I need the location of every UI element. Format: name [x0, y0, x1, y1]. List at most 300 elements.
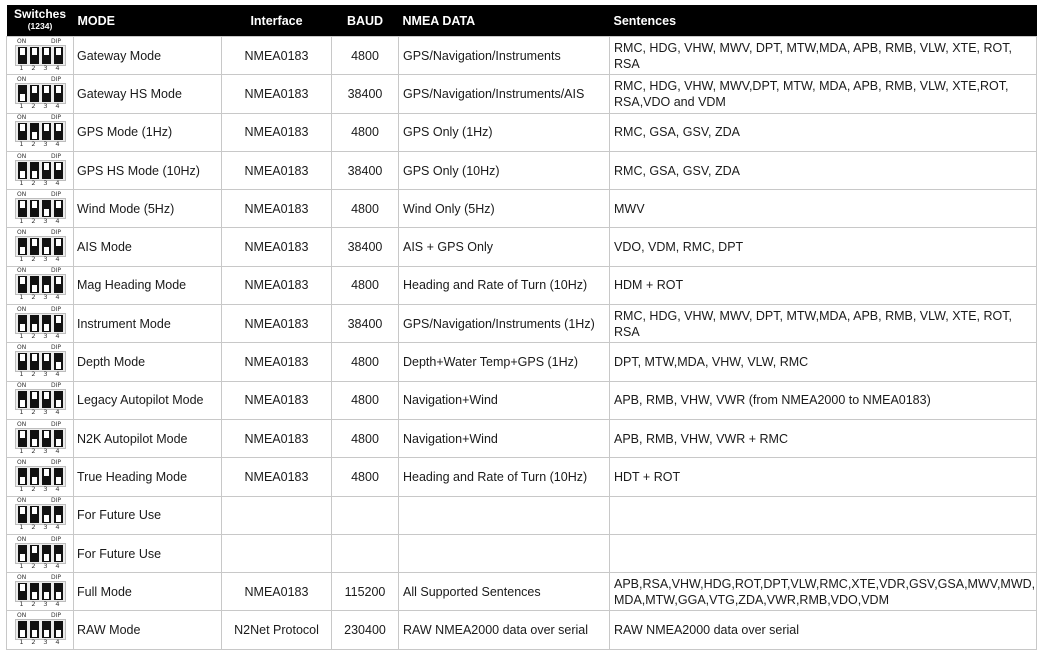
- dip-switch-numbers: [15, 256, 64, 263]
- dip-switch-knob: [20, 247, 25, 254]
- nmea-data-cell: [399, 534, 610, 572]
- dip-switch-icon: [14, 230, 66, 264]
- dip-switch-icon: [14, 77, 66, 111]
- table-row: [7, 496, 1037, 534]
- interface-cell: NMEA0183: [222, 113, 332, 151]
- dip-switch-1-down: [18, 238, 27, 255]
- dip-switch-knob: [44, 469, 49, 476]
- dip-switch-body: [15, 160, 66, 181]
- dip-switch-number: 3: [43, 63, 48, 72]
- table-row: [7, 228, 1037, 266]
- dip-label: DIP: [50, 344, 61, 352]
- dip-label: DIP: [50, 497, 61, 505]
- dip-switch-knob: [56, 86, 61, 93]
- dip-switch-body: [15, 543, 66, 564]
- baud-cell: 115200: [332, 573, 399, 611]
- baud-cell: 4800: [332, 113, 399, 151]
- dip-switch-number: 1: [19, 561, 24, 570]
- dip-switch-knob: [20, 400, 25, 407]
- baud-cell: [332, 496, 399, 534]
- dip-switch-cell: [7, 151, 74, 189]
- dip-switch-knob: [56, 630, 61, 637]
- dip-switch-2-down: [30, 430, 39, 447]
- dip-switch-knob: [32, 507, 37, 514]
- dip-switch-2-down: [30, 315, 39, 332]
- dip-switch-cell: [7, 75, 74, 113]
- dip-switch-knob: [44, 48, 49, 55]
- dip-switch-numbers: [15, 65, 64, 72]
- dip-switch-icon: [14, 115, 66, 149]
- dip-switch-knob: [56, 277, 61, 284]
- dip-switch-number: 4: [55, 561, 60, 570]
- dip-switch-knob: [56, 400, 61, 407]
- dip-switch-cell: [7, 266, 74, 304]
- interface-cell: NMEA0183: [222, 573, 332, 611]
- dip-switch-number: 3: [43, 140, 48, 149]
- dip-switch-knob: [32, 439, 37, 446]
- dip-switch-3-up: [42, 85, 51, 102]
- dip-switch-number: 1: [19, 484, 24, 493]
- dip-switch-icon: [14, 307, 66, 341]
- dip-switch-knob: [32, 86, 37, 93]
- dip-switch-cell: [7, 305, 74, 343]
- dip-switch-number: 2: [31, 484, 36, 493]
- dip-switch-1-up: [18, 583, 27, 600]
- dip-switch-numbers: [15, 371, 64, 378]
- dip-switch-number: 4: [55, 140, 60, 149]
- dip-label: DIP: [50, 420, 61, 428]
- dip-switch-1-up: [18, 123, 27, 140]
- dip-switch-body: [15, 313, 66, 334]
- baud-cell: 230400: [332, 611, 399, 649]
- dip-label: DIP: [50, 573, 61, 581]
- dip-switch-1-up: [18, 430, 27, 447]
- dip-switch-body: [15, 466, 66, 487]
- dip-on-label: ON: [17, 229, 27, 237]
- baud-cell: 38400: [332, 75, 399, 113]
- nmea-data-header: NMEA DATA: [399, 5, 610, 37]
- sentences-cell: APB, RMB, VHW, VWR (from NMEA2000 to NMEA0183): [610, 381, 1037, 419]
- dip-on-label: ON: [17, 190, 27, 198]
- dip-switch-numbers: [15, 448, 64, 455]
- dip-switch-knob: [32, 285, 37, 292]
- dip-switch-body: [15, 198, 66, 219]
- dip-switch-knob: [56, 554, 61, 561]
- baud-cell: 38400: [332, 151, 399, 189]
- nmea-data-cell: All Supported Sentences: [399, 573, 610, 611]
- dip-switch-body: [15, 45, 66, 66]
- dip-switch-number: 2: [31, 178, 36, 187]
- dip-switch-1-down: [18, 468, 27, 485]
- mode-cell: Mag Heading Mode: [74, 266, 222, 304]
- dip-switch-4-up: [54, 315, 63, 332]
- dip-switch-4-down: [54, 353, 63, 370]
- dip-switch-number: 3: [43, 370, 48, 379]
- dip-on-label: ON: [17, 420, 27, 428]
- dip-switch-2-down: [30, 123, 39, 140]
- mode-cell: AIS Mode: [74, 228, 222, 266]
- dip-switch-2-down: [30, 468, 39, 485]
- dip-switch-numbers: [15, 103, 64, 110]
- dip-switch-3-down: [42, 506, 51, 523]
- dip-switch-cell: [7, 611, 74, 649]
- table-body: [7, 37, 1037, 650]
- dip-switch-cell: [7, 381, 74, 419]
- dip-switch-number: 4: [55, 101, 60, 110]
- dip-switch-knob: [20, 124, 25, 131]
- dip-switch-knob: [32, 392, 37, 399]
- dip-switch-knob: [44, 515, 49, 522]
- dip-switch-knob: [44, 163, 49, 170]
- dip-switch-knob: [20, 584, 25, 591]
- dip-switch-3-down: [42, 621, 51, 638]
- dip-on-label: ON: [17, 497, 27, 505]
- dip-switch-number: 2: [31, 140, 36, 149]
- dip-switch-knob: [56, 316, 61, 323]
- interface-cell: NMEA0183: [222, 305, 332, 343]
- dip-label: DIP: [50, 75, 61, 83]
- dip-switch-1-down: [18, 85, 27, 102]
- dip-on-label: ON: [17, 267, 27, 275]
- dip-switch-1-down: [18, 391, 27, 408]
- dip-switch-4-up: [54, 238, 63, 255]
- dip-switch-1-up: [18, 353, 27, 370]
- sentences-cell: RMC, HDG, VHW, MWV, DPT, MTW,MDA, APB, RMB, VLW, XTE, ROT, RSA: [610, 37, 1037, 75]
- baud-header: BAUD: [332, 5, 399, 37]
- sentences-header: Sentences: [610, 5, 1037, 37]
- dip-switch-knob: [44, 630, 49, 637]
- dip-switch-2-up: [30, 545, 39, 562]
- table-row: [7, 305, 1037, 343]
- sentences-cell: RAW NMEA2000 data over serial: [610, 611, 1037, 649]
- table-header-row: [7, 5, 1037, 37]
- mode-cell: Full Mode: [74, 573, 222, 611]
- mode-header: MODE: [74, 5, 222, 37]
- nmea-data-cell: RAW NMEA2000 data over serial: [399, 611, 610, 649]
- interface-cell: N2Net Protocol: [222, 611, 332, 649]
- table-row: [7, 190, 1037, 228]
- dip-switch-4-down: [54, 545, 63, 562]
- dip-switch-number: 1: [19, 446, 24, 455]
- switches-header-subtitle: (1234): [27, 21, 53, 31]
- baud-cell: 4800: [332, 266, 399, 304]
- dip-switch-2-down: [30, 162, 39, 179]
- interface-cell: NMEA0183: [222, 151, 332, 189]
- dip-switch-knob: [20, 48, 25, 55]
- dip-switch-knob: [32, 592, 37, 599]
- dip-switch-number: 4: [55, 331, 60, 340]
- dip-switch-number: 2: [31, 63, 36, 72]
- baud-cell: 38400: [332, 228, 399, 266]
- dip-switch-mode-table: [6, 5, 1037, 650]
- nmea-data-cell: Depth+Water Temp+GPS (1Hz): [399, 343, 610, 381]
- dip-switch-number: 3: [43, 523, 48, 532]
- nmea-data-cell: GPS/Navigation/Instruments (1Hz): [399, 305, 610, 343]
- nmea-data-cell: Heading and Rate of Turn (10Hz): [399, 266, 610, 304]
- dip-switch-4-up: [54, 276, 63, 293]
- dip-switch-body: [15, 83, 66, 104]
- dip-switch-4-up: [54, 47, 63, 64]
- dip-switch-4-down: [54, 391, 63, 408]
- interface-cell: NMEA0183: [222, 190, 332, 228]
- dip-switch-cell: [7, 190, 74, 228]
- dip-switch-number: 4: [55, 370, 60, 379]
- dip-switch-number: 4: [55, 293, 60, 302]
- dip-switch-number: 4: [55, 255, 60, 264]
- dip-switch-knob: [56, 124, 61, 131]
- dip-on-label: ON: [17, 573, 27, 581]
- nmea-data-cell: AIS + GPS Only: [399, 228, 610, 266]
- dip-switch-3-up: [42, 123, 51, 140]
- dip-label: DIP: [50, 382, 61, 390]
- sentences-cell: RMC, GSA, GSV, ZDA: [610, 151, 1037, 189]
- dip-switch-number: 2: [31, 293, 36, 302]
- dip-switch-number: 2: [31, 561, 36, 570]
- dip-switch-numbers: [15, 333, 64, 340]
- dip-switch-numbers: [15, 639, 64, 646]
- dip-switch-knob: [32, 546, 37, 553]
- dip-switch-knob: [56, 477, 61, 484]
- dip-switch-number: 3: [43, 331, 48, 340]
- dip-switch-numbers: [15, 601, 64, 608]
- dip-switch-2-up: [30, 391, 39, 408]
- dip-switch-number: 1: [19, 101, 24, 110]
- dip-switch-number: 2: [31, 446, 36, 455]
- sentences-cell: RMC, HDG, VHW, MWV,DPT, MTW, MDA, APB, RMB, VLW, XTE,ROT, RSA,VDO and VDM: [610, 75, 1037, 113]
- dip-switch-knob: [44, 209, 49, 216]
- dip-switch-3-down: [42, 200, 51, 217]
- mode-cell: For Future Use: [74, 534, 222, 572]
- dip-switch-knob: [44, 354, 49, 361]
- dip-switch-body: [15, 274, 66, 295]
- dip-switch-number: 1: [19, 216, 24, 225]
- dip-switch-number: 2: [31, 599, 36, 608]
- dip-on-label: ON: [17, 114, 27, 122]
- dip-switch-number: 3: [43, 638, 48, 647]
- sentences-cell: APB, RMB, VHW, VWR + RMC: [610, 419, 1037, 457]
- dip-switch-knob: [56, 163, 61, 170]
- dip-switch-knob: [44, 124, 49, 131]
- dip-label: DIP: [50, 152, 61, 160]
- dip-label: DIP: [50, 612, 61, 620]
- dip-switch-icon: [14, 422, 66, 456]
- mode-cell: Gateway HS Mode: [74, 75, 222, 113]
- baud-cell: [332, 534, 399, 572]
- table-row: [7, 266, 1037, 304]
- dip-switch-3-down: [42, 315, 51, 332]
- dip-switch-icon: [14, 537, 66, 571]
- dip-switch-1-down: [18, 315, 27, 332]
- nmea-data-cell: GPS/Navigation/Instruments: [399, 37, 610, 75]
- dip-switch-icon: [14, 460, 66, 494]
- table-row: [7, 113, 1037, 151]
- dip-label: DIP: [50, 37, 61, 45]
- dip-switch-3-up: [42, 468, 51, 485]
- dip-switch-4-up: [54, 85, 63, 102]
- interface-cell: NMEA0183: [222, 228, 332, 266]
- dip-switch-knob: [20, 507, 25, 514]
- dip-switch-knob: [56, 362, 61, 369]
- dip-switch-4-down: [54, 506, 63, 523]
- table-row: [7, 573, 1037, 611]
- dip-switch-numbers: [15, 180, 64, 187]
- dip-switch-2-up: [30, 506, 39, 523]
- interface-cell: NMEA0183: [222, 381, 332, 419]
- interface-cell: NMEA0183: [222, 419, 332, 457]
- dip-switch-number: 2: [31, 638, 36, 647]
- table-row: [7, 75, 1037, 113]
- baud-cell: 4800: [332, 343, 399, 381]
- nmea-data-cell: [399, 496, 610, 534]
- dip-switch-body: [15, 428, 66, 449]
- dip-switch-number: 2: [31, 101, 36, 110]
- dip-switch-knob: [32, 477, 37, 484]
- dip-switch-2-down: [30, 583, 39, 600]
- dip-on-label: ON: [17, 305, 27, 313]
- dip-switch-number: 4: [55, 484, 60, 493]
- interface-cell: NMEA0183: [222, 37, 332, 75]
- dip-on-label: ON: [17, 152, 27, 160]
- dip-label: DIP: [50, 535, 61, 543]
- dip-switch-number: 4: [55, 63, 60, 72]
- dip-switch-cell: [7, 496, 74, 534]
- dip-switch-3-down: [42, 583, 51, 600]
- table-row: [7, 534, 1037, 572]
- dip-switch-number: 3: [43, 178, 48, 187]
- dip-switch-3-up: [42, 47, 51, 64]
- dip-switch-number: 3: [43, 293, 48, 302]
- dip-switch-number: 1: [19, 293, 24, 302]
- interface-cell: NMEA0183: [222, 343, 332, 381]
- sentences-cell: HDT + ROT: [610, 458, 1037, 496]
- dip-switch-knob: [32, 171, 37, 178]
- dip-switch-icon: [14, 192, 66, 226]
- dip-switch-knob: [44, 324, 49, 331]
- dip-switch-knob: [56, 515, 61, 522]
- dip-switch-icon: [14, 39, 66, 73]
- sentences-cell: [610, 496, 1037, 534]
- dip-switch-2-up: [30, 200, 39, 217]
- dip-switch-number: 4: [55, 523, 60, 532]
- dip-switch-number: 4: [55, 599, 60, 608]
- dip-switch-numbers: [15, 563, 64, 570]
- interface-cell: NMEA0183: [222, 75, 332, 113]
- sentences-cell: MWV: [610, 190, 1037, 228]
- dip-switch-1-down: [18, 545, 27, 562]
- dip-switch-knob: [32, 132, 37, 139]
- dip-switch-4-down: [54, 583, 63, 600]
- baud-cell: 4800: [332, 37, 399, 75]
- dip-label: DIP: [50, 458, 61, 466]
- dip-switch-icon: [14, 498, 66, 532]
- dip-switch-number: 3: [43, 408, 48, 417]
- dip-switch-knob: [32, 630, 37, 637]
- dip-switch-number: 3: [43, 255, 48, 264]
- dip-switch-knob: [20, 324, 25, 331]
- dip-switch-numbers: [15, 294, 64, 301]
- dip-switch-body: [15, 504, 66, 525]
- dip-switch-knob: [32, 48, 37, 55]
- mode-cell: N2K Autopilot Mode: [74, 419, 222, 457]
- dip-switch-icon: [14, 154, 66, 188]
- dip-switch-2-up: [30, 238, 39, 255]
- dip-switch-cell: [7, 228, 74, 266]
- dip-label: DIP: [50, 229, 61, 237]
- dip-switch-number: 1: [19, 523, 24, 532]
- dip-label: DIP: [50, 190, 61, 198]
- switches-header-title: Switches: [13, 7, 67, 21]
- dip-switch-3-up: [42, 391, 51, 408]
- dip-switch-number: 2: [31, 370, 36, 379]
- dip-switch-2-up: [30, 85, 39, 102]
- dip-switch-number: 1: [19, 178, 24, 187]
- interface-cell: NMEA0183: [222, 266, 332, 304]
- sentences-cell: RMC, GSA, GSV, ZDA: [610, 113, 1037, 151]
- dip-switch-4-down: [54, 621, 63, 638]
- nmea-data-cell: Wind Only (5Hz): [399, 190, 610, 228]
- dip-switch-4-up: [54, 123, 63, 140]
- dip-switch-body: [15, 581, 66, 602]
- dip-switch-knob: [20, 277, 25, 284]
- table-row: [7, 611, 1037, 649]
- dip-switch-1-down: [18, 621, 27, 638]
- interface-cell: [222, 496, 332, 534]
- dip-switch-cell: [7, 534, 74, 572]
- baud-cell: 4800: [332, 381, 399, 419]
- dip-switch-cell: [7, 419, 74, 457]
- dip-switch-knob: [20, 94, 25, 101]
- switches-header: [7, 5, 74, 37]
- dip-switch-cell: [7, 343, 74, 381]
- dip-on-label: ON: [17, 535, 27, 543]
- dip-switch-2-up: [30, 353, 39, 370]
- dip-switch-2-down: [30, 621, 39, 638]
- dip-switch-number: 1: [19, 331, 24, 340]
- dip-switch-number: 2: [31, 408, 36, 417]
- dip-switch-knob: [56, 592, 61, 599]
- dip-switch-2-up: [30, 47, 39, 64]
- dip-switch-4-down: [54, 430, 63, 447]
- nmea-data-cell: GPS Only (1Hz): [399, 113, 610, 151]
- dip-switch-knob: [44, 592, 49, 599]
- sentences-cell: RMC, HDG, VHW, MWV, DPT, MTW,MDA, APB, RMB, VLW, XTE, ROT, RSA: [610, 305, 1037, 343]
- dip-switch-icon: [14, 575, 66, 609]
- dip-switch-knob: [56, 201, 61, 208]
- dip-switch-cell: [7, 113, 74, 151]
- dip-switch-number: 3: [43, 561, 48, 570]
- dip-switch-number: 3: [43, 101, 48, 110]
- dip-switch-3-up: [42, 162, 51, 179]
- dip-switch-knob: [20, 354, 25, 361]
- dip-switch-3-down: [42, 276, 51, 293]
- dip-switch-number: 2: [31, 216, 36, 225]
- sentences-cell: VDO, VDM, RMC, DPT: [610, 228, 1037, 266]
- table-row: [7, 37, 1037, 75]
- dip-switch-number: 3: [43, 484, 48, 493]
- dip-switch-numbers: [15, 524, 64, 531]
- dip-switch-cell: [7, 573, 74, 611]
- dip-on-label: ON: [17, 75, 27, 83]
- dip-switch-number: 1: [19, 140, 24, 149]
- dip-switch-number: 1: [19, 63, 24, 72]
- baud-cell: 38400: [332, 305, 399, 343]
- dip-switch-body: [15, 121, 66, 142]
- dip-switch-knob: [20, 630, 25, 637]
- dip-switch-knob: [44, 285, 49, 292]
- nmea-data-cell: Navigation+Wind: [399, 419, 610, 457]
- dip-switch-knob: [20, 171, 25, 178]
- dip-switch-numbers: [15, 486, 64, 493]
